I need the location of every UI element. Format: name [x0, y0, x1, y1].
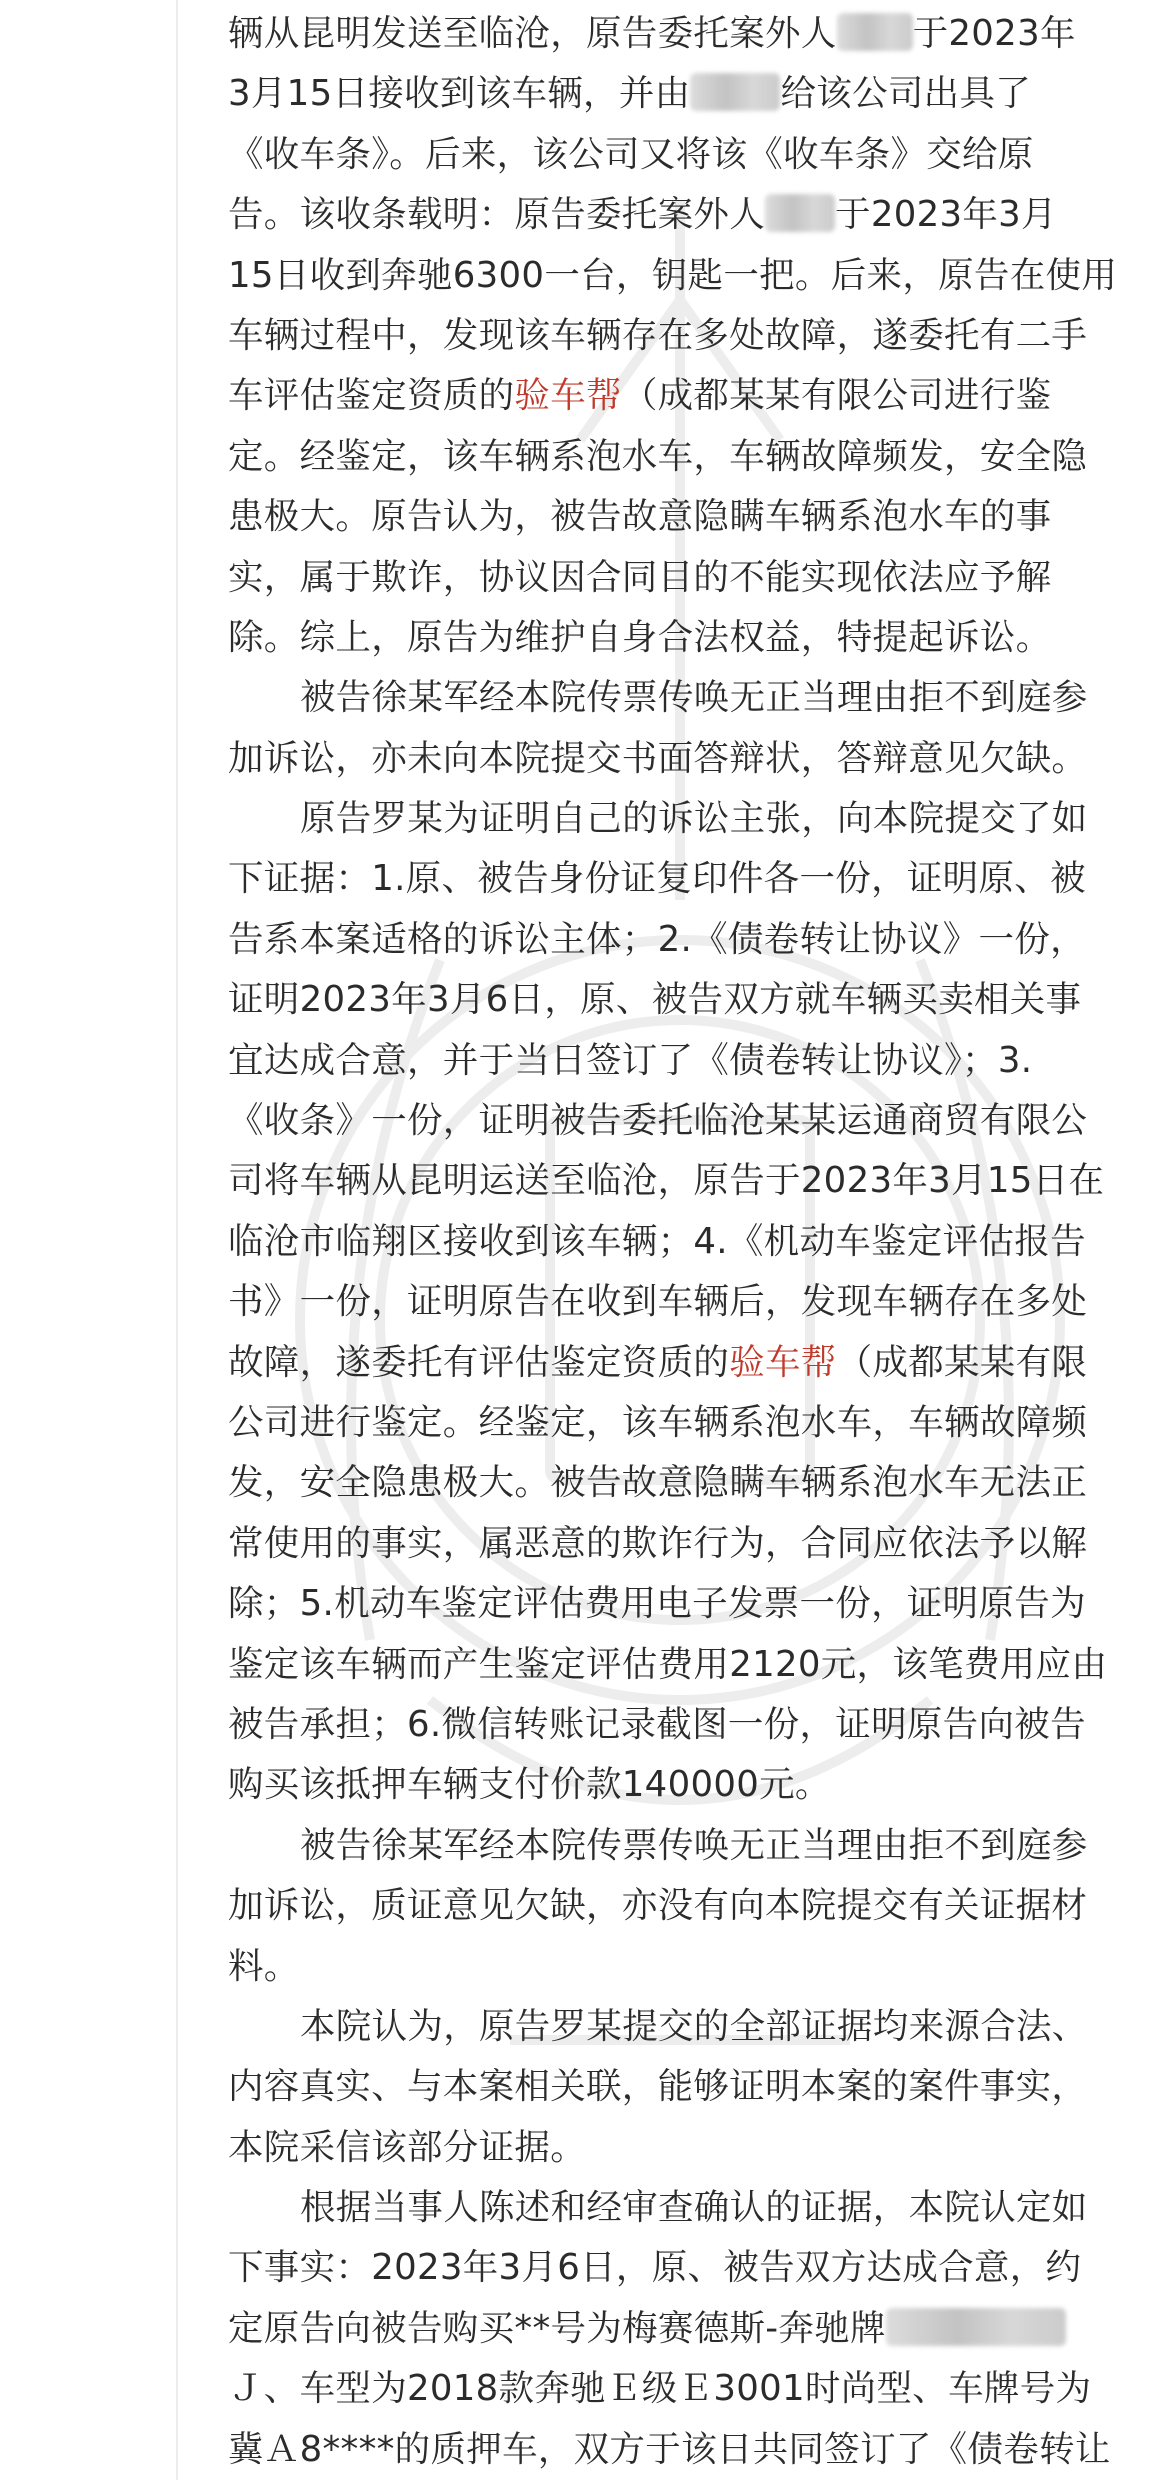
text-segment: 3月15日接收到该车辆，并由 — [228, 73, 691, 115]
text-line — [228, 1031, 1116, 1091]
text-line — [228, 2420, 1116, 2480]
redacted-name — [837, 13, 913, 51]
text-segment: 下事实：2023年3月6日，原、被告双方达成合意，约 — [228, 2247, 1082, 2289]
text-segment: 鉴定该车辆而产生鉴定评估费用2120元，该笔费用应由 — [228, 1643, 1108, 1685]
inline-link[interactable]: 验车帮 — [514, 375, 622, 417]
text-line — [228, 668, 1116, 728]
text-line — [228, 1091, 1116, 1151]
text-line — [228, 2057, 1116, 2117]
text-segment: 车辆过程中，发现该车辆存在多处故障，遂委托有二手 — [228, 314, 1088, 356]
text-segment: （成都某某有限 — [836, 1341, 1088, 1383]
text-line — [228, 64, 1116, 124]
text-segment: 根据当事人陈述和经审查确认的证据，本院认定如 — [300, 2187, 1088, 2229]
text-line — [228, 487, 1116, 547]
text-line — [228, 2178, 1116, 2238]
text-line — [228, 306, 1116, 366]
text-line — [228, 910, 1116, 970]
text-segment: 下证据：1.原、被告身份证复印件各一份，证明原、被 — [228, 858, 1086, 900]
text-segment: 原告罗某为证明自己的诉讼主张，向本院提交了如 — [300, 798, 1088, 840]
text-line — [228, 2359, 1116, 2419]
text-segment: 冀Ａ8****的质押车，双方于该日共同签订了《债卷转让 — [228, 2428, 1111, 2470]
text-segment: 定原告向被告购买**号为梅赛德斯-奔驰牌 — [228, 2307, 886, 2349]
text-segment: 公司进行鉴定。经鉴定，该车辆系泡水车，车辆故障频 — [228, 1401, 1088, 1443]
text-line — [228, 366, 1116, 426]
text-line — [228, 2299, 1116, 2359]
text-segment: 发，安全隐患极大。被告故意隐瞒车辆系泡水车无法正 — [228, 1462, 1088, 1504]
text-segment: 本院采信该部分证据。 — [228, 2126, 587, 2168]
text-segment: 司将车辆从昆明运送至临沧，原告于2023年3月15日在 — [228, 1160, 1105, 1202]
text-segment: 购买该抵押车辆支付价款140000元。 — [228, 1764, 831, 1806]
text-line — [228, 1755, 1116, 1815]
text-segment: 定。经鉴定，该车辆系泡水车，车辆故障频发，安全隐 — [228, 435, 1088, 477]
text-line — [228, 1514, 1116, 1574]
text-line — [228, 2238, 1116, 2298]
inline-link[interactable]: 验车帮 — [729, 1341, 837, 1383]
text-line — [228, 427, 1116, 487]
text-line — [228, 1635, 1116, 1695]
text-segment: 15日收到奔驰6300一台，钥匙一把。后来，原告在使用 — [228, 254, 1118, 296]
text-segment: 车评估鉴定资质的 — [228, 375, 515, 417]
judgment-document-text — [228, 4, 1116, 2480]
text-line — [228, 185, 1116, 245]
text-segment: 除；5.机动车鉴定评估费用电子发票一份，证明原告为 — [228, 1583, 1086, 1625]
text-segment: 于2023年3月 — [835, 194, 1057, 236]
text-line — [228, 1997, 1116, 2057]
text-segment: 除。综上，原告为维护自身合法权益，特提起诉讼。 — [228, 616, 1052, 658]
text-segment: 患极大。原告认为，被告故意隐瞒车辆系泡水车的事 — [228, 496, 1052, 538]
text-line — [228, 1937, 1116, 1997]
text-segment: 书》一份，证明原告在收到车辆后，发现车辆存在多处 — [228, 1281, 1088, 1323]
text-line — [228, 1695, 1116, 1755]
text-segment: 被告承担；6.微信转账记录截图一份，证明原告向被告 — [228, 1703, 1086, 1745]
redacted-name — [690, 73, 780, 111]
text-segment: 临沧市临翔区接收到该车辆；4.《机动车鉴定评估报告 — [228, 1220, 1086, 1262]
text-segment: 《收车条》。后来，该公司又将该《收车条》交给原 — [228, 133, 1034, 175]
text-line — [228, 1876, 1116, 1936]
text-segment: 告。该收条载明：原告委托案外人 — [228, 194, 766, 236]
text-segment: 实，属于欺诈，协议因合同目的不能实现依法应予解 — [228, 556, 1052, 598]
redacted-model — [886, 2308, 1066, 2346]
text-segment: 被告徐某军经本院传票传唤无正当理由拒不到庭参 — [300, 1824, 1088, 1866]
text-line — [228, 125, 1116, 185]
text-segment: 于2023年 — [912, 13, 1076, 54]
text-line — [228, 1816, 1116, 1876]
text-segment: 辆从昆明发送至临沧，原告委托案外人 — [228, 13, 837, 54]
text-segment: 证明2023年3月6日，原、被告双方就车辆买卖相关事 — [228, 979, 1082, 1021]
left-margin — [0, 0, 175, 2480]
text-line — [228, 1574, 1116, 1634]
text-line — [228, 1393, 1116, 1453]
text-line — [228, 789, 1116, 849]
text-segment: 告系本案适格的诉讼主体；2.《债卷转让协议》一份， — [228, 918, 1086, 960]
text-segment: 内容真实、与本案相关联，能够证明本案的案件事实， — [228, 2066, 1088, 2108]
text-line — [228, 608, 1116, 668]
text-segment: 给该公司出具了 — [780, 73, 1032, 115]
text-segment: 加诉讼，质证意见欠缺，亦没有向本院提交有关证据材 — [228, 1885, 1088, 1927]
page-divider — [176, 0, 178, 2480]
text-segment: 常使用的事实，属恶意的欺诈行为，合同应依法予以解 — [228, 1522, 1088, 1564]
text-line — [228, 1212, 1116, 1272]
text-segment: 被告徐某军经本院传票传唤无正当理由拒不到庭参 — [300, 677, 1088, 719]
text-segment: 《收条》一份，证明被告委托临沧某某运通商贸有限公 — [228, 1100, 1088, 1142]
text-line — [228, 1453, 1116, 1513]
text-line — [228, 1272, 1116, 1332]
text-line — [228, 1151, 1116, 1211]
text-segment: Ｊ、车型为2018款奔驰Ｅ级Ｅ3001时尚型、车牌号为 — [228, 2368, 1092, 2410]
text-line — [228, 548, 1116, 608]
text-line — [228, 4, 1116, 64]
text-line — [228, 729, 1116, 789]
text-segment: 本院认为，原告罗某提交的全部证据均来源合法、 — [300, 2005, 1088, 2047]
text-segment: 故障，遂委托有评估鉴定资质的 — [228, 1341, 730, 1383]
text-line — [228, 1333, 1116, 1393]
redacted-name — [765, 194, 835, 232]
text-line — [228, 849, 1116, 909]
text-line — [228, 970, 1116, 1030]
text-line — [228, 2118, 1116, 2178]
text-segment: 料。 — [228, 1945, 300, 1987]
text-line — [228, 246, 1116, 306]
text-segment: 加诉讼，亦未向本院提交书面答辩状，答辩意见欠缺。 — [228, 737, 1088, 779]
text-segment: （成都某某有限公司进行鉴 — [621, 375, 1052, 417]
text-segment: 宜达成合意，并于当日签订了《债卷转让协议》；3. — [228, 1039, 1033, 1081]
